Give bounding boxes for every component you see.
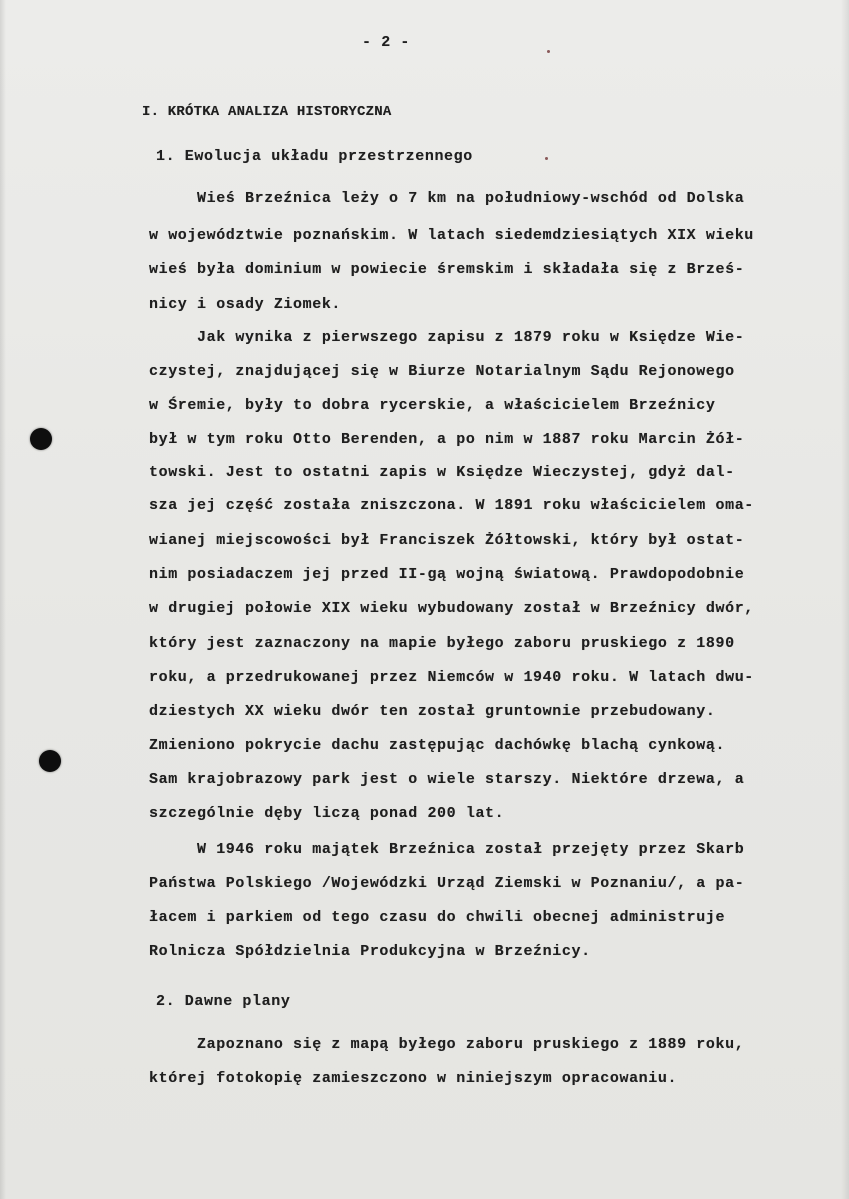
text-line: który jest zaznaczony na mapie byłego zaboru pruskiego z 1890 xyxy=(149,635,735,652)
text-line: Zapoznano się z mapą byłego zaboru pruskiego z 1889 roku, xyxy=(149,1036,745,1053)
section-title: I. KRÓTKA ANALIZA HISTORYCZNA xyxy=(142,104,392,120)
punch-hole xyxy=(39,750,61,772)
text-line: szczególnie dęby liczą ponad 200 lat. xyxy=(149,805,505,822)
text-line: W 1946 roku majątek Brzeźnica został przejęty przez Skarb xyxy=(149,841,745,858)
text-line: nim posiadaczem jej przed II-gą wojną światową. Prawdopodobnie xyxy=(149,566,745,583)
text-line: nicy i osady Ziomek. xyxy=(149,296,342,313)
text-line: Sam krajobrazowy park jest o wiele starszy. Niektóre drzewa, a xyxy=(149,771,745,788)
text-line: wieś była dominium w powiecie śremskim i składała się z Brześ- xyxy=(149,261,745,278)
paper-speck xyxy=(545,157,548,160)
text-line: dziestych XX wieku dwór ten został gruntownie przebudowany. xyxy=(149,703,716,720)
punch-hole xyxy=(30,428,52,450)
text-line: Rolnicza Spółdzielnia Produkcyjna w Brzeźnicy. xyxy=(149,943,591,960)
subsection-heading: 2. Dawne plany xyxy=(156,993,291,1010)
text-line: sza jej część została zniszczona. W 1891 roku właścicielem oma- xyxy=(149,497,754,514)
text-line: w Śremie, były to dobra rycerskie, a właścicielem Brzeźnicy xyxy=(149,397,716,414)
text-line: w drugiej połowie XIX wieku wybudowany został w Brzeźnicy dwór, xyxy=(149,600,754,617)
text-line: był w tym roku Otto Berenden, a po nim w 1887 roku Marcin Żół- xyxy=(149,431,745,448)
text-line: Państwa Polskiego /Wojewódzki Urząd Ziemski w Poznaniu/, a pa- xyxy=(149,875,745,892)
text-line: Wieś Brzeźnica leży o 7 km na południowy-wschód od Dolska xyxy=(149,190,745,207)
subsection-heading: 1. Ewolucja układu przestrzennego xyxy=(156,148,473,165)
text-line: Jak wynika z pierwszego zapisu z 1879 roku w Księdze Wie- xyxy=(149,329,745,346)
text-line: łacem i parkiem od tego czasu do chwili obecnej administruje xyxy=(149,909,726,926)
text-line: Zmieniono pokrycie dachu zastępując dachówkę blachą cynkową. xyxy=(149,737,726,754)
text-line: roku, a przedrukowanej przez Niemców w 1940 roku. W latach dwu- xyxy=(149,669,754,686)
text-line: towski. Jest to ostatni zapis w Księdze Wieczystej, gdyż dal- xyxy=(149,464,735,481)
text-line: czystej, znajdującej się w Biurze Notarialnym Sądu Rejonowego xyxy=(149,363,735,380)
text-line: w województwie poznańskim. W latach siedemdziesiątych XIX wieku xyxy=(149,227,754,244)
text-line: wianej miejscowości był Franciszek Żółtowski, który był ostat- xyxy=(149,532,745,549)
text-line: której fotokopię zamieszczono w niniejszym opracowaniu. xyxy=(149,1070,678,1087)
paper-speck xyxy=(547,50,550,53)
page-number: - 2 - xyxy=(362,34,411,51)
